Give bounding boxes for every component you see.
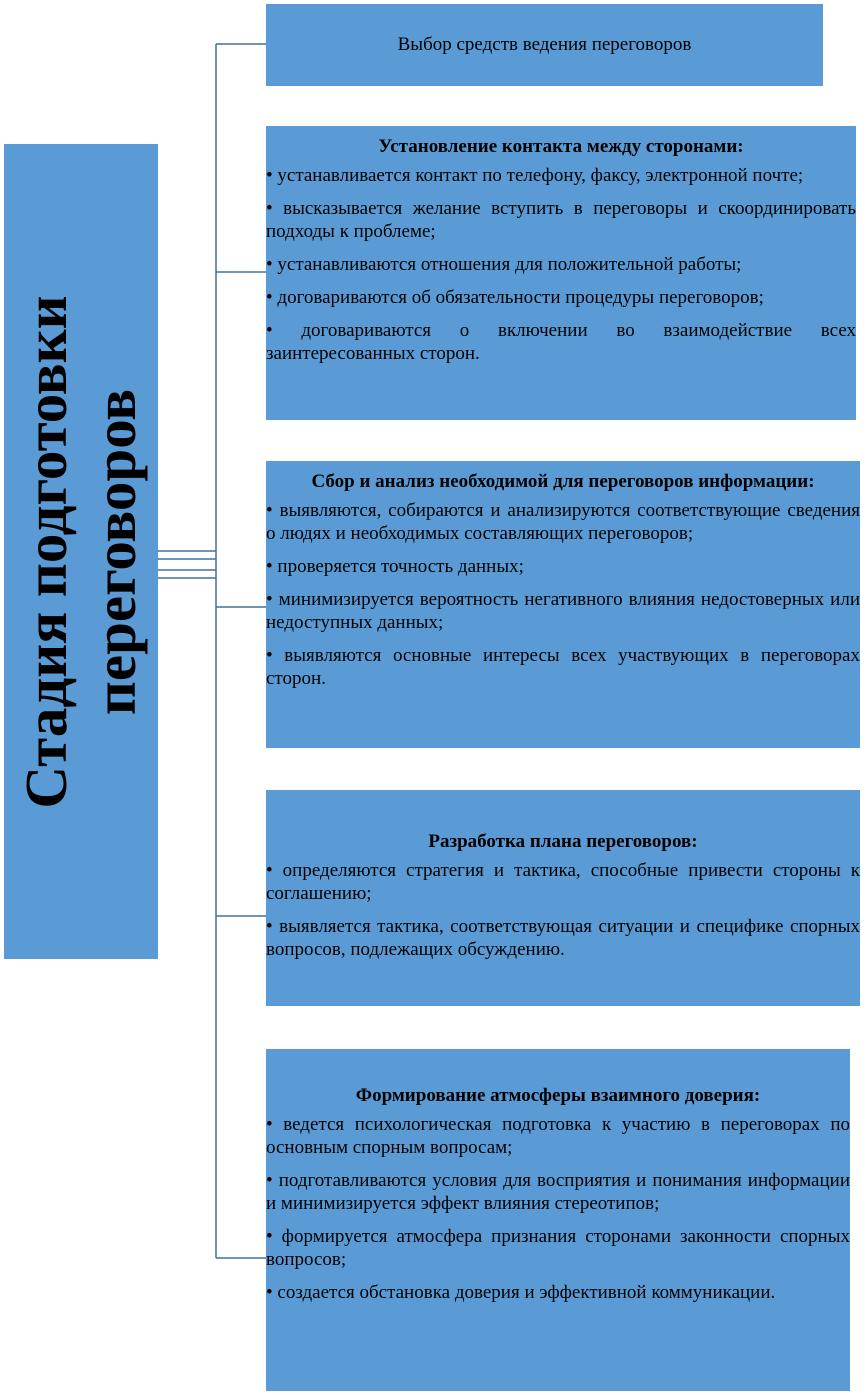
root-title-line-1: Стадия подготовки — [13, 294, 79, 809]
list-item: • выявляется тактика, соответствующая ситуации и специфике спорных вопросов, подлежащих обсуждению. — [266, 916, 860, 960]
list-item: • создается обстановка доверия и эффективной коммуникации. — [266, 1282, 776, 1303]
list-item: • подготавливаются условия для восприятия и понимания информации и минимизируется эффект влияния стереотипов; — [266, 1170, 850, 1214]
root-title — [12, 152, 150, 952]
stage-box-1 — [266, 4, 823, 86]
root-node — [4, 144, 158, 959]
stage-title-2: Установление контакта между сторонами: — [378, 136, 744, 157]
list-item: • выявляются основные интересы всех участвующих в переговорах сторон. — [266, 645, 860, 689]
list-item: • определяются стратегия и тактика, способные привести стороны к соглашению; — [266, 860, 860, 904]
list-item: • формируется атмосфера признания сторонами законности спорных вопросов; — [266, 1226, 850, 1270]
stage-box-5 — [266, 1049, 850, 1391]
list-item: • устанавливаются отношения для положительной работы; — [266, 254, 742, 275]
list-item: • устанавливается контакт по телефону, факсу, электронной почте; — [266, 165, 804, 186]
root-title-line-2: переговоров — [82, 388, 148, 715]
list-item: • высказывается желание вступить в переговоры и скоординировать подходы к проблеме; — [266, 198, 856, 242]
stage-list-5 — [266, 1113, 850, 1304]
stage-box-3 — [266, 461, 860, 748]
stage-title-1: Выбор средств ведения переговоров — [397, 34, 692, 55]
stage-box-2 — [266, 126, 856, 420]
list-item: • минимизируется вероятность негативного влияния недостоверных или недоступных данных; — [266, 589, 860, 633]
stage-box-4 — [266, 790, 860, 1006]
list-item: • договариваются о включении во взаимодействие всех заинтересованных сторон. — [266, 320, 856, 364]
stage-list-4 — [266, 859, 860, 961]
list-item: • ведется психологическая подготовка к участию в переговорах по основным спорным вопросам; — [266, 1114, 850, 1158]
list-item: • договариваются об обязательности процедуры переговоров; — [266, 287, 764, 308]
stage-list-3 — [266, 499, 860, 690]
stage-list-2 — [266, 164, 856, 365]
stage-title-3: Сбор и анализ необходимой для переговоров информации: — [311, 471, 815, 492]
list-item: • выявляются, собираются и анализируются соответствующие сведения о людях и необходимых составляющих переговоров; — [266, 500, 860, 544]
stage-title-5: Формирование атмосферы взаимного доверия: — [355, 1085, 761, 1106]
stage-title-4: Разработка плана переговоров: — [428, 831, 698, 852]
list-item: • проверяется точность данных; — [266, 556, 524, 577]
